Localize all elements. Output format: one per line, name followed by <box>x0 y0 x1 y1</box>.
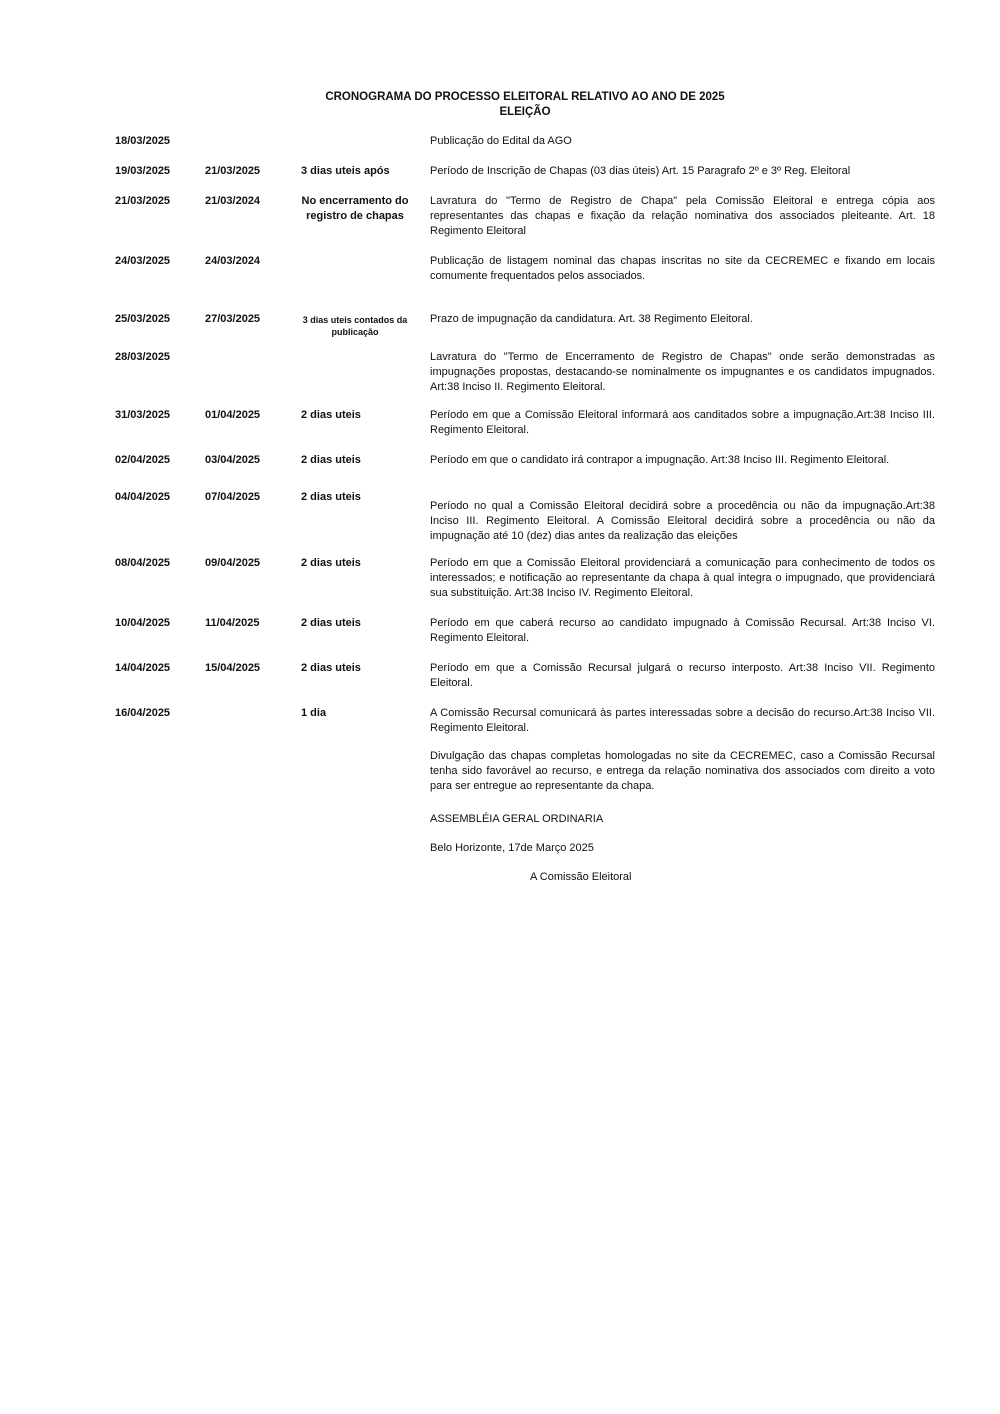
document-title-line1: CRONOGRAMA DO PROCESSO ELEITORAL RELATIVO AO ANO DE 2025 <box>325 91 725 103</box>
row-description: Período em que o candidato irá contrapor a impugnação. Art:38 Inciso III. Regimento Eleitoral. <box>430 454 890 466</box>
row-start-date: 28/03/2025 <box>115 351 171 363</box>
row-duration: No encerramento do registro de chapas <box>301 195 409 222</box>
row-duration: 2 dias uteis <box>301 617 361 629</box>
row-end-date: 15/04/2025 <box>205 662 261 674</box>
schedule-row <box>115 312 935 338</box>
row-end-date: 21/03/2025 <box>205 165 261 177</box>
schedule-row <box>115 490 935 544</box>
row-start-date: 21/03/2025 <box>115 195 171 207</box>
row-description: Período em que a Comissão Eleitoral informará aos canditados sobre a impugnação.Art:38 Inciso III. Regimento Eleitoral. <box>430 409 935 436</box>
row-start-date: 25/03/2025 <box>115 313 171 325</box>
row-description: Lavratura do "Termo de Encerramento de Registro de Chapas" onde serão demonstradas as impugnações propostas, destacando-se nominalmente os impugnantes e os candidatos impugnados. Art:38 Inciso II. Regimento Eleitoral. <box>430 351 935 393</box>
row-end-date <box>205 350 295 395</box>
row-end-date <box>205 706 295 736</box>
row-start-date: 19/03/2025 <box>115 165 171 177</box>
row-description: Publicação de listagem nominal das chapas inscritas no site da CECREMEC e fixando em locais comumente frequentados pelos associados. <box>430 255 935 282</box>
row-description: Prazo de impugnação da candidatura. Art. 38 Regimento Eleitoral. <box>430 313 753 325</box>
row-description: Divulgação das chapas completas homologadas no site da CECREMEC, caso a Comissão Recursal tenha sido favorável ao recurso, e entrega da relação nominativa dos associados com direito a voto para ser entregue ao representante da chapa. <box>430 750 935 792</box>
schedule-row <box>115 749 935 794</box>
document-title <box>115 90 935 120</box>
row-description: Período de Inscrição de Chapas (03 dias úteis) Art. 15 Paragrafo 2º e 3º Reg. Eleitoral <box>430 165 851 177</box>
schedule-row <box>115 706 935 736</box>
row-end-date: 01/04/2025 <box>205 409 261 421</box>
row-start-date: 16/04/2025 <box>115 707 171 719</box>
schedule-row <box>115 661 935 691</box>
row-duration <box>295 749 415 794</box>
row-start-date: 31/03/2025 <box>115 409 171 421</box>
row-description: Período em que caberá recurso ao candidato impugnado à Comissão Recursal. Art:38 Inciso VI. Regimento Eleitoral. <box>430 617 935 644</box>
schedule-row <box>115 164 935 179</box>
row-end-date: 21/03/2024 <box>205 195 261 207</box>
row-description: A Comissão Recursal comunicará às partes interessadas sobre a decisão do recurso.Art:38 Inciso VII. Regimento Eleitoral. <box>430 707 935 734</box>
row-end-date: 11/04/2025 <box>205 617 260 629</box>
row-start-date: 02/04/2025 <box>115 454 171 466</box>
row-duration: 2 dias uteis <box>301 557 361 569</box>
schedule-row <box>115 134 935 149</box>
closing-place-date: Belo Horizonte, 17de Março 2025 <box>430 842 594 854</box>
row-duration: 3 dias uteis após <box>301 165 390 177</box>
closing-signature: A Comissão Eleitoral <box>530 871 632 883</box>
row-end-date: 27/03/2025 <box>205 313 261 325</box>
row-start-date <box>115 749 205 794</box>
schedule-row <box>115 556 935 601</box>
row-end-date <box>205 749 295 794</box>
row-end-date: 09/04/2025 <box>205 557 261 569</box>
row-duration <box>295 350 415 395</box>
row-end-date: 03/04/2025 <box>205 454 261 466</box>
row-duration <box>295 134 415 149</box>
row-description: Período no qual a Comissão Eleitoral decidirá sobre a procedência ou não da impugnação.Art:38 Inciso III. Regimento Eleitoral. A Comissão Eleitoral decidirá sobre a procedência ou não da impugnação até 10 (dez) dias antes da realização das eleições <box>430 500 935 542</box>
row-end-date: 24/03/2024 <box>205 255 261 267</box>
schedule-row <box>115 254 935 284</box>
row-duration: 2 dias uteis <box>301 491 361 503</box>
closing-section: ASSEMBLÉIA GERAL ORDINARIA <box>430 813 604 825</box>
row-start-date: 10/04/2025 <box>115 617 171 629</box>
row-duration <box>295 254 415 284</box>
row-start-date: 14/04/2025 <box>115 662 171 674</box>
row-description: Período em que a Comissão Recursal julgará o recurso interposto. Art:38 Inciso VII. Regimento Eleitoral. <box>430 662 935 689</box>
document-title-line2: ELEIÇÃO <box>499 106 551 118</box>
row-description: Lavratura do "Termo de Registro de Chapa" pela Comissão Eleitoral e entrega cópia aos representantes das chapas e fixação da relação nominativa dos associados pleiteante. Art. 18 Regimento Eleitoral <box>430 195 935 237</box>
row-duration: 2 dias uteis <box>301 662 361 674</box>
row-start-date: 08/04/2025 <box>115 557 171 569</box>
row-start-date: 04/04/2025 <box>115 491 171 503</box>
row-end-date <box>205 134 295 149</box>
row-end-date: 07/04/2025 <box>205 491 261 503</box>
row-duration: 1 dia <box>301 707 327 719</box>
row-description: Publicação do Edital da AGO <box>430 135 572 147</box>
schedule-row <box>115 616 935 646</box>
schedule-row <box>115 453 935 468</box>
row-duration: 3 dias uteis contados da publicação <box>302 315 408 337</box>
schedule-row <box>115 194 935 239</box>
row-duration: 2 dias uteis <box>301 454 361 466</box>
row-description: Período em que a Comissão Eleitoral providenciará a comunicação para conhecimento de todos os interessados; e notificação ao representante da chapa à qual integra o impugnado, que providenciará sua substituição. Art:38 Inciso IV. Regimento Eleitoral. <box>430 557 935 599</box>
schedule-table <box>115 134 935 794</box>
schedule-row <box>115 408 935 438</box>
row-start-date: 24/03/2025 <box>115 255 171 267</box>
row-start-date: 18/03/2025 <box>115 135 171 147</box>
row-duration: 2 dias uteis <box>301 409 361 421</box>
closing-block <box>430 812 935 885</box>
schedule-row <box>115 350 935 395</box>
